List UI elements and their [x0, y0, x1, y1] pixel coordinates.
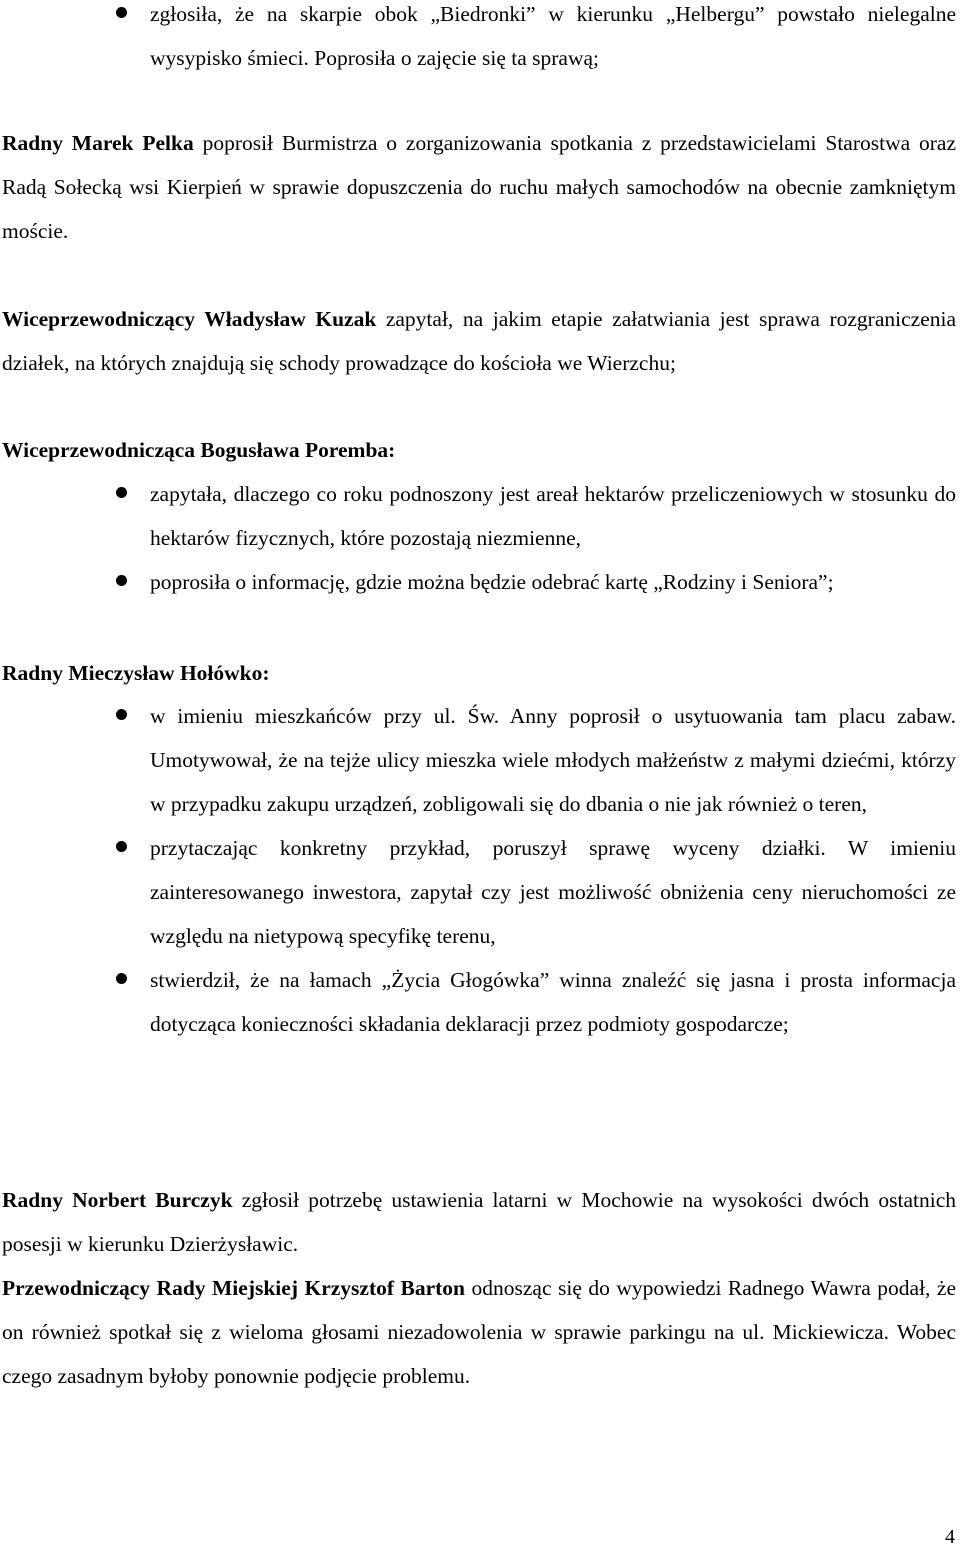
bullet-icon [116, 841, 127, 852]
list-item [0, 472, 956, 560]
heading-holowko [2, 651, 956, 695]
list-item-text: poprosiła o informację, gdzie można będzie odebrać kartę „Rodziny i Seniora”; [150, 570, 834, 594]
bullet-icon [116, 709, 127, 720]
paragraph-kuzak [2, 297, 956, 385]
speaker-name: Przewodniczący Rady Miejskiej Krzysztof Barton [2, 1276, 466, 1300]
paragraph-text: poprosił Burmistrza o zorganizowania spotkania z przedstawicielami Starostwa oraz Radą Sołecką wsi Kierpień w sprawie dopuszczenia do ruchu małych samochodów na obecnie zamkniętym moście. [2, 131, 957, 243]
poremba-bullet-list [0, 472, 956, 604]
list-item-text: przytaczając konkretny przykład, poruszył sprawę wyceny działki. W imieniu zainteresowanego inwestora, zapytał czy jest możliwość obniżenia ceny nieruchomości ze względu na nietypową specyfikę terenu, [150, 836, 956, 948]
paragraph-text: odnosząc się do wypowiedzi Radnego Wawra podał, że on również spotkał się z wieloma głosami niezadowolenia w sprawie parkingu na ul. Mickiewicza. Wobec czego zasadnym byłoby ponownie podjęcie problemu. [2, 1276, 957, 1388]
paragraph-pelka [2, 121, 956, 253]
list-item-text: stwierdził, że na łamach „Życia Głogówka” winna znaleźć się jasna i prosta informacja dotycząca konieczności składania deklaracji przez podmioty gospodarcze; [150, 968, 956, 1036]
paragraph-barton [2, 1266, 956, 1398]
list-item [0, 0, 956, 80]
bullet-icon [116, 7, 127, 18]
holowko-bullet-list [0, 694, 956, 1046]
list-item [0, 958, 956, 1046]
speaker-name: Radny Norbert Burczyk [2, 1188, 233, 1212]
list-item-text: w imieniu mieszkańców przy ul. Św. Anny poprosił o usytuowania tam placu zabaw. Umotywował, że na tejże ulicy mieszka wiele młodych małżeństw z małymi dziećmi, którzy w przypadku zakupu urządzeń, zobligowali się do dbania o nie jak również o teren, [150, 704, 956, 816]
top-bullet-list [0, 0, 956, 80]
bullet-icon [116, 487, 127, 498]
list-item [0, 560, 956, 604]
bullet-icon [116, 575, 127, 586]
list-item [0, 826, 956, 958]
page-number: 4 [945, 1526, 955, 1548]
speaker-heading: Wiceprzewodnicząca Bogusława Poremba: [2, 438, 396, 462]
bullet-icon [116, 973, 127, 984]
paragraph-text: zapytał, na jakim etapie załatwiania jest sprawa rozgraniczenia działek, na których znajdują się schody prowadzące do kościoła we Wierzchu; [2, 307, 957, 375]
speaker-name: Radny Marek Pelka [2, 131, 194, 155]
paragraph-burczyk [2, 1178, 956, 1266]
paragraph-text: zgłosił potrzebę ustawienia latarni w Mochowie na wysokości dwóch ostatnich posesji w kierunku Dzierżysławic. [2, 1188, 956, 1256]
list-item-text: zgłosiła, że na skarpie obok „Biedronki” w kierunku „Helbergu” powstało nielegalne wysypisko śmieci. Poprosiła o zajęcie się ta sprawą; [150, 2, 956, 70]
speaker-name: Wiceprzewodniczący Władysław Kuzak [2, 307, 377, 331]
list-item-text: zapytała, dlaczego co roku podnoszony jest areał hektarów przeliczeniowych w stosunku do hektarów fizycznych, które pozostają niezmienne, [150, 482, 956, 550]
list-item [0, 694, 956, 826]
speaker-heading: Radny Mieczysław Hołówko: [2, 661, 270, 685]
heading-poremba [2, 428, 956, 472]
